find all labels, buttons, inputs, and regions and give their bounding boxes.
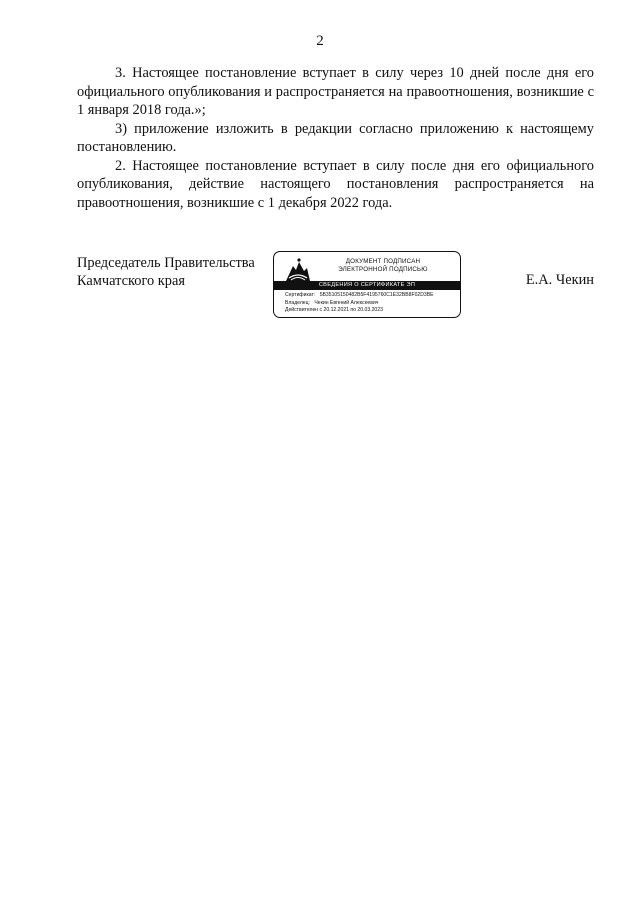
signatory-position-line1: Председатель Правительства: [77, 255, 255, 271]
stamp-title-line2: ЭЛЕКТРОННОЙ ПОДПИСЬЮ: [338, 266, 428, 273]
signatory-name: Е.А. Чекин: [525, 272, 594, 288]
paragraph-effective-date-clause: 3. Настоящее постановление вступает в силу через 10 дней после дня его официального опубликования и распространяется на правоотношения, возникшие с 1 января 2018 года.»;: [77, 65, 594, 118]
signatory-position-line2: Камчатского края: [77, 272, 185, 289]
owner-value: Чекин Евгений Алексеевич: [314, 299, 379, 306]
certificate-label: Сертификат:: [285, 292, 316, 298]
kamchatka-emblem-icon: [284, 257, 312, 283]
paragraph-entry-into-force: 2. Настоящее постановление вступает в силу после дня его официального опубликования, действие настоящего постановления распространяется на правоотношения, возникшие с 1 декабря 2022 года.: [77, 157, 594, 211]
electronic-signature-stamp: [273, 251, 461, 318]
owner-label: Владелец:: [285, 299, 310, 306]
stamp-title-line1: ДОКУМЕНТ ПОДПИСАН: [345, 258, 421, 265]
certificate-value: 5B35105150482B5F4195760C1E32BB8F02D3BE: [319, 292, 434, 298]
body-text: [77, 64, 594, 212]
page-number: 2: [316, 33, 324, 49]
paragraph-appendix-edit: 3) приложение изложить в редакции согласно приложению к настоящему постановлению.: [77, 120, 594, 155]
signatory-position: [77, 255, 255, 290]
stamp-details: [285, 292, 434, 315]
stamp-title: [318, 258, 448, 274]
validity-row: Действителен с 20.12.2021 по 20.03.2023: [285, 307, 383, 314]
certificate-row: [285, 292, 434, 300]
stamp-certificate-band: СВЕДЕНИЯ О СЕРТИФИКАТЕ ЭП: [274, 281, 460, 290]
